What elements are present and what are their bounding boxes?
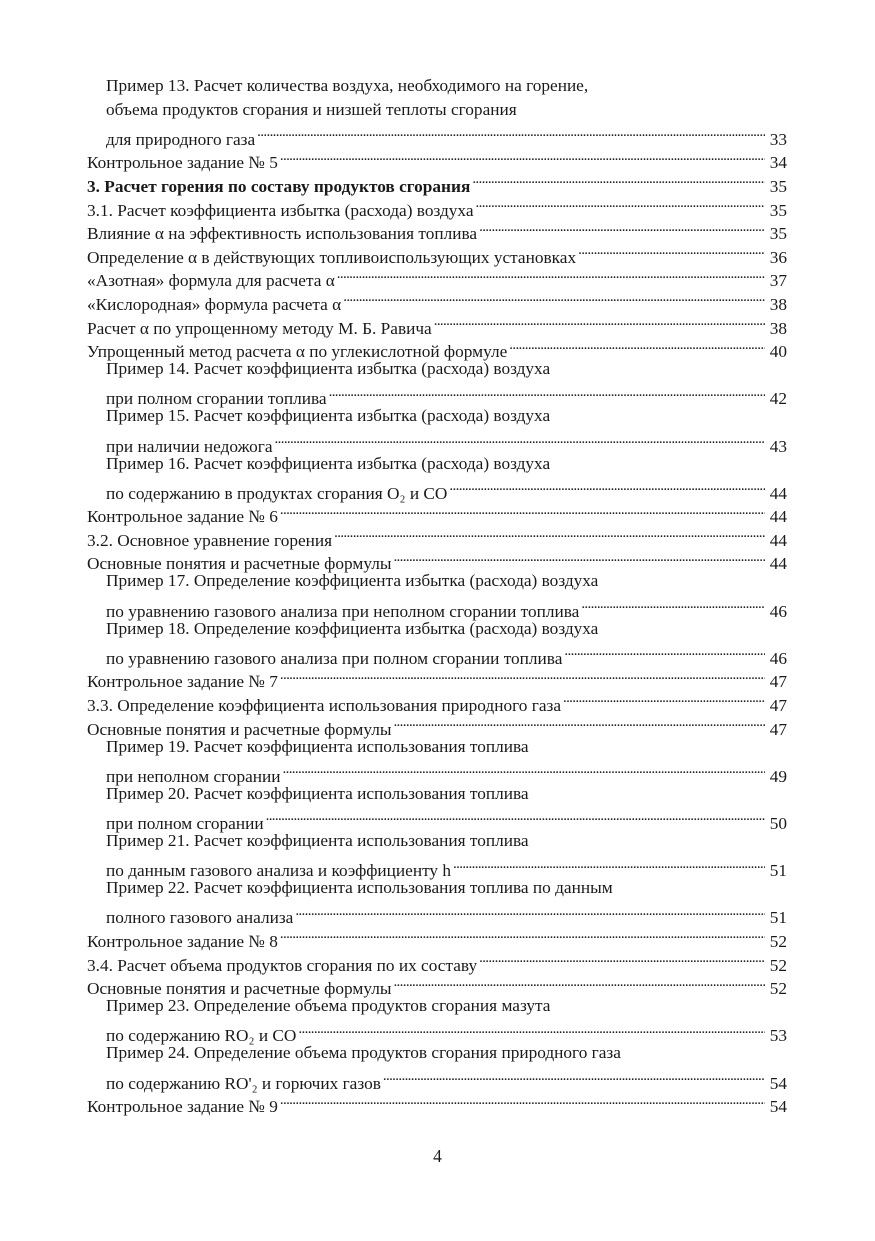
toc-entry-title: Пример 20. Расчет коэффициента использования топлива <box>106 783 529 803</box>
toc-leader-dots <box>280 923 765 947</box>
toc-page-number: 54 <box>769 1073 787 1093</box>
toc-entry[interactable] <box>87 876 787 928</box>
toc-leader-dots <box>329 381 765 405</box>
toc-page-number: 51 <box>769 861 787 881</box>
toc-page-number: 46 <box>769 601 787 621</box>
toc-entry-line <box>87 640 787 668</box>
toc-entry-title: 3.1. Расчет коэффициента избытка (расхода) воздуха <box>87 200 474 220</box>
toc-entry-line <box>87 452 787 476</box>
toc-page-number: 44 <box>769 483 787 503</box>
toc-entry-title: 3.2. Основное уравнение горения <box>87 530 333 550</box>
toc-entry-title: Контрольное задание № 7 <box>87 672 278 692</box>
toc-entry-line <box>87 994 787 1018</box>
toc-page-number: 52 <box>769 979 787 999</box>
toc-leader-dots <box>476 192 765 216</box>
toc-entry-title: для природного газа <box>106 129 256 149</box>
toc-entry-line <box>87 1041 787 1065</box>
toc-entry-line <box>87 782 787 806</box>
toc-page-number: 44 <box>769 507 787 527</box>
toc-page-number: 42 <box>769 389 787 409</box>
toc-page-number: 52 <box>769 955 787 975</box>
toc-leader-dots <box>280 499 765 523</box>
toc-entry-title: Расчет α по упрощенному методу М. Б. Равича <box>87 318 432 338</box>
toc-entry-title: Основные понятия и расчетные формулы <box>87 979 392 999</box>
toc-leader-dots <box>479 947 765 971</box>
table-of-contents <box>87 74 787 1117</box>
toc-entry-title: Основные понятия и расчетные формулы <box>87 719 392 739</box>
toc-leader-dots <box>393 711 765 735</box>
toc-leader-dots <box>295 900 765 924</box>
toc-entry-title: по содержанию RO₂ и CO <box>106 1026 297 1046</box>
toc-entry-title: Контрольное задание № 5 <box>87 153 278 173</box>
toc-page-number: 54 <box>769 1097 787 1117</box>
toc-entry-title: Контрольное задание № 9 <box>87 1097 278 1117</box>
toc-page-number: 35 <box>769 200 787 220</box>
toc-entry-title: Пример 14. Расчет коэффициента избытка (расхода) воздуха <box>106 359 551 379</box>
toc-leader-dots <box>479 216 765 240</box>
toc-entry-title: Контрольное задание № 8 <box>87 931 278 951</box>
toc-entry-line <box>87 74 787 98</box>
toc-entry-title: «Кислородная» формула расчета α <box>87 294 342 314</box>
toc-page-number: 47 <box>769 696 787 716</box>
toc-entry-title: Основные понятия и расчетные формулы <box>87 554 392 574</box>
toc-leader-dots <box>266 805 765 829</box>
toc-entry-title: Пример 15. Расчет коэффициента избытка (расхода) воздуха <box>106 406 551 426</box>
toc-entry-line <box>87 404 787 428</box>
toc-entry-title: Пример 16. Расчет коэффициента избытка (расхода) воздуха <box>106 453 551 473</box>
toc-leader-dots <box>334 522 765 546</box>
toc-entry-line <box>87 853 787 881</box>
toc-page-number: 37 <box>769 271 787 291</box>
toc-leader-dots <box>275 428 765 452</box>
toc-entry-line <box>87 428 787 456</box>
toc-leader-dots <box>298 1018 765 1042</box>
toc-entry-title: Пример 22. Расчет коэффициента использования топлива по данным <box>106 878 613 898</box>
toc-entry[interactable] <box>87 735 787 786</box>
toc-entry-line <box>87 381 787 409</box>
toc-entry-line <box>87 617 787 641</box>
toc-page-number: 34 <box>769 153 787 173</box>
toc-page-number: 36 <box>769 247 787 267</box>
toc-leader-dots <box>564 640 765 664</box>
toc-page-number: 40 <box>769 342 787 362</box>
toc-entry[interactable] <box>87 1041 787 1093</box>
toc-page-number: 47 <box>769 672 787 692</box>
toc-entry-line <box>87 829 787 853</box>
toc-page-number: 35 <box>769 224 787 244</box>
toc-entry-line <box>87 900 787 928</box>
toc-entry-title: Пример 23. Определение объема продуктов сгорания мазута <box>106 996 551 1016</box>
toc-entry-title: Пример 18. Определение коэффициента избытка (расхода) воздуха <box>106 618 599 638</box>
toc-page-number: 53 <box>769 1026 787 1046</box>
toc-entry-line <box>87 1065 787 1093</box>
toc-leader-dots <box>581 593 765 617</box>
toc-entry[interactable] <box>87 829 787 881</box>
toc-entry-title: «Азотная» формула для расчета α <box>87 271 335 291</box>
toc-page-number: 35 <box>769 176 787 196</box>
toc-leader-dots <box>283 758 766 782</box>
toc-entry-title: при наличии недожога <box>106 436 273 456</box>
toc-entry[interactable] <box>87 569 787 621</box>
toc-leader-dots <box>343 286 765 310</box>
toc-entry-title: 3.3. Определение коэффициента использования природного газа <box>87 696 561 716</box>
toc-page-number: 52 <box>769 931 787 951</box>
toc-entry-title: по содержанию RO'₂ и горючих газов <box>106 1073 381 1093</box>
toc-entry-title: объема продуктов сгорания и низшей теплоты сгорания <box>106 99 517 119</box>
toc-leader-dots <box>337 263 765 287</box>
toc-entry[interactable] <box>87 617 787 668</box>
toc-entry-title: при полном сгорании топлива <box>106 389 327 409</box>
toc-entry-title: Пример 24. Определение объема продуктов сгорания природного газа <box>106 1043 621 1063</box>
toc-page-number: 50 <box>769 814 787 833</box>
toc-entry-line <box>87 98 787 122</box>
toc-page-number: 49 <box>769 766 787 786</box>
toc-entry-line <box>87 475 787 503</box>
toc-page-number: 44 <box>769 554 787 574</box>
toc-entry-title: Упрощенный метод расчета α по углекислотной формуле <box>87 342 508 362</box>
toc-entry-line <box>87 758 787 786</box>
toc-leader-dots <box>509 334 765 358</box>
toc-leader-dots <box>393 546 765 570</box>
toc-leader-dots <box>393 971 765 995</box>
toc-leader-dots <box>383 1065 765 1089</box>
toc-leader-dots <box>578 239 765 263</box>
toc-entry-title: Пример 17. Определение коэффициента избытка (расхода) воздуха <box>106 571 599 591</box>
toc-entry-line <box>87 593 787 621</box>
toc-entry[interactable] <box>87 404 787 456</box>
toc-entry-line <box>87 876 787 900</box>
toc-entry-title: 3.4. Расчет объема продуктов сгорания по их составу <box>87 955 478 975</box>
toc-entry-line <box>87 569 787 593</box>
toc-leader-dots <box>280 664 765 688</box>
toc-page-number: 38 <box>769 294 787 314</box>
toc-page-number: 43 <box>769 436 787 456</box>
toc-entry-title: при полном сгорании <box>106 814 264 833</box>
toc-entry-title: при неполном сгорании <box>106 766 281 786</box>
toc-page-number: 47 <box>769 719 787 739</box>
toc-entry-title: Пример 13. Расчет количества воздуха, необходимого на горение, <box>106 76 589 95</box>
toc-entry-title: по уравнению газового анализа при полном сгорании топлива <box>106 648 563 668</box>
toc-entry-line <box>87 1018 787 1046</box>
toc-entry-title: Определение α в действующих топливоиспользующих установках <box>87 247 577 267</box>
toc-entry-title: Влияние α на эффективность использования топлива <box>87 224 478 244</box>
toc-entry[interactable] <box>87 74 787 149</box>
toc-entry-title: Пример 19. Расчет коэффициента использования топлива <box>106 736 529 756</box>
toc-entry-title: по данным газового анализа и коэффициенту h <box>106 861 452 881</box>
toc-entry[interactable] <box>87 452 787 503</box>
toc-entry-title: по уравнению газового анализа при неполном сгорании топлива <box>106 601 580 621</box>
toc-entry-line <box>87 121 787 149</box>
toc-entry-line <box>87 357 787 381</box>
toc-leader-dots <box>453 853 765 877</box>
toc-entry[interactable] <box>87 357 787 409</box>
toc-entry-title: Контрольное задание № 6 <box>87 507 278 527</box>
toc-page-number: 38 <box>769 318 787 338</box>
toc-entry-title: по содержанию в продуктах сгорания O₂ и CO <box>106 483 448 503</box>
toc-entry-title: полного газового анализа <box>106 908 294 928</box>
page-number: 4 <box>433 1146 442 1166</box>
toc-page-number: 33 <box>769 129 787 149</box>
toc-leader-dots <box>280 1089 765 1113</box>
toc-entry-line <box>87 805 787 833</box>
toc-leader-dots <box>449 475 765 499</box>
toc-entry-title: Пример 21. Расчет коэффициента использования топлива <box>106 831 529 850</box>
toc-entry[interactable] <box>87 782 787 833</box>
toc-entry[interactable] <box>87 994 787 1046</box>
toc-page-number: 44 <box>769 530 787 550</box>
toc-entry-title: 3. Расчет горения по составу продуктов сгорания <box>87 176 471 196</box>
toc-page-number: 46 <box>769 648 787 668</box>
toc-leader-dots <box>472 168 765 192</box>
toc-leader-dots <box>257 121 765 145</box>
toc-leader-dots <box>563 687 765 711</box>
toc-leader-dots <box>434 310 765 334</box>
toc-leader-dots <box>280 145 765 169</box>
toc-entry-line <box>87 735 787 759</box>
toc-page-number: 51 <box>769 908 787 928</box>
